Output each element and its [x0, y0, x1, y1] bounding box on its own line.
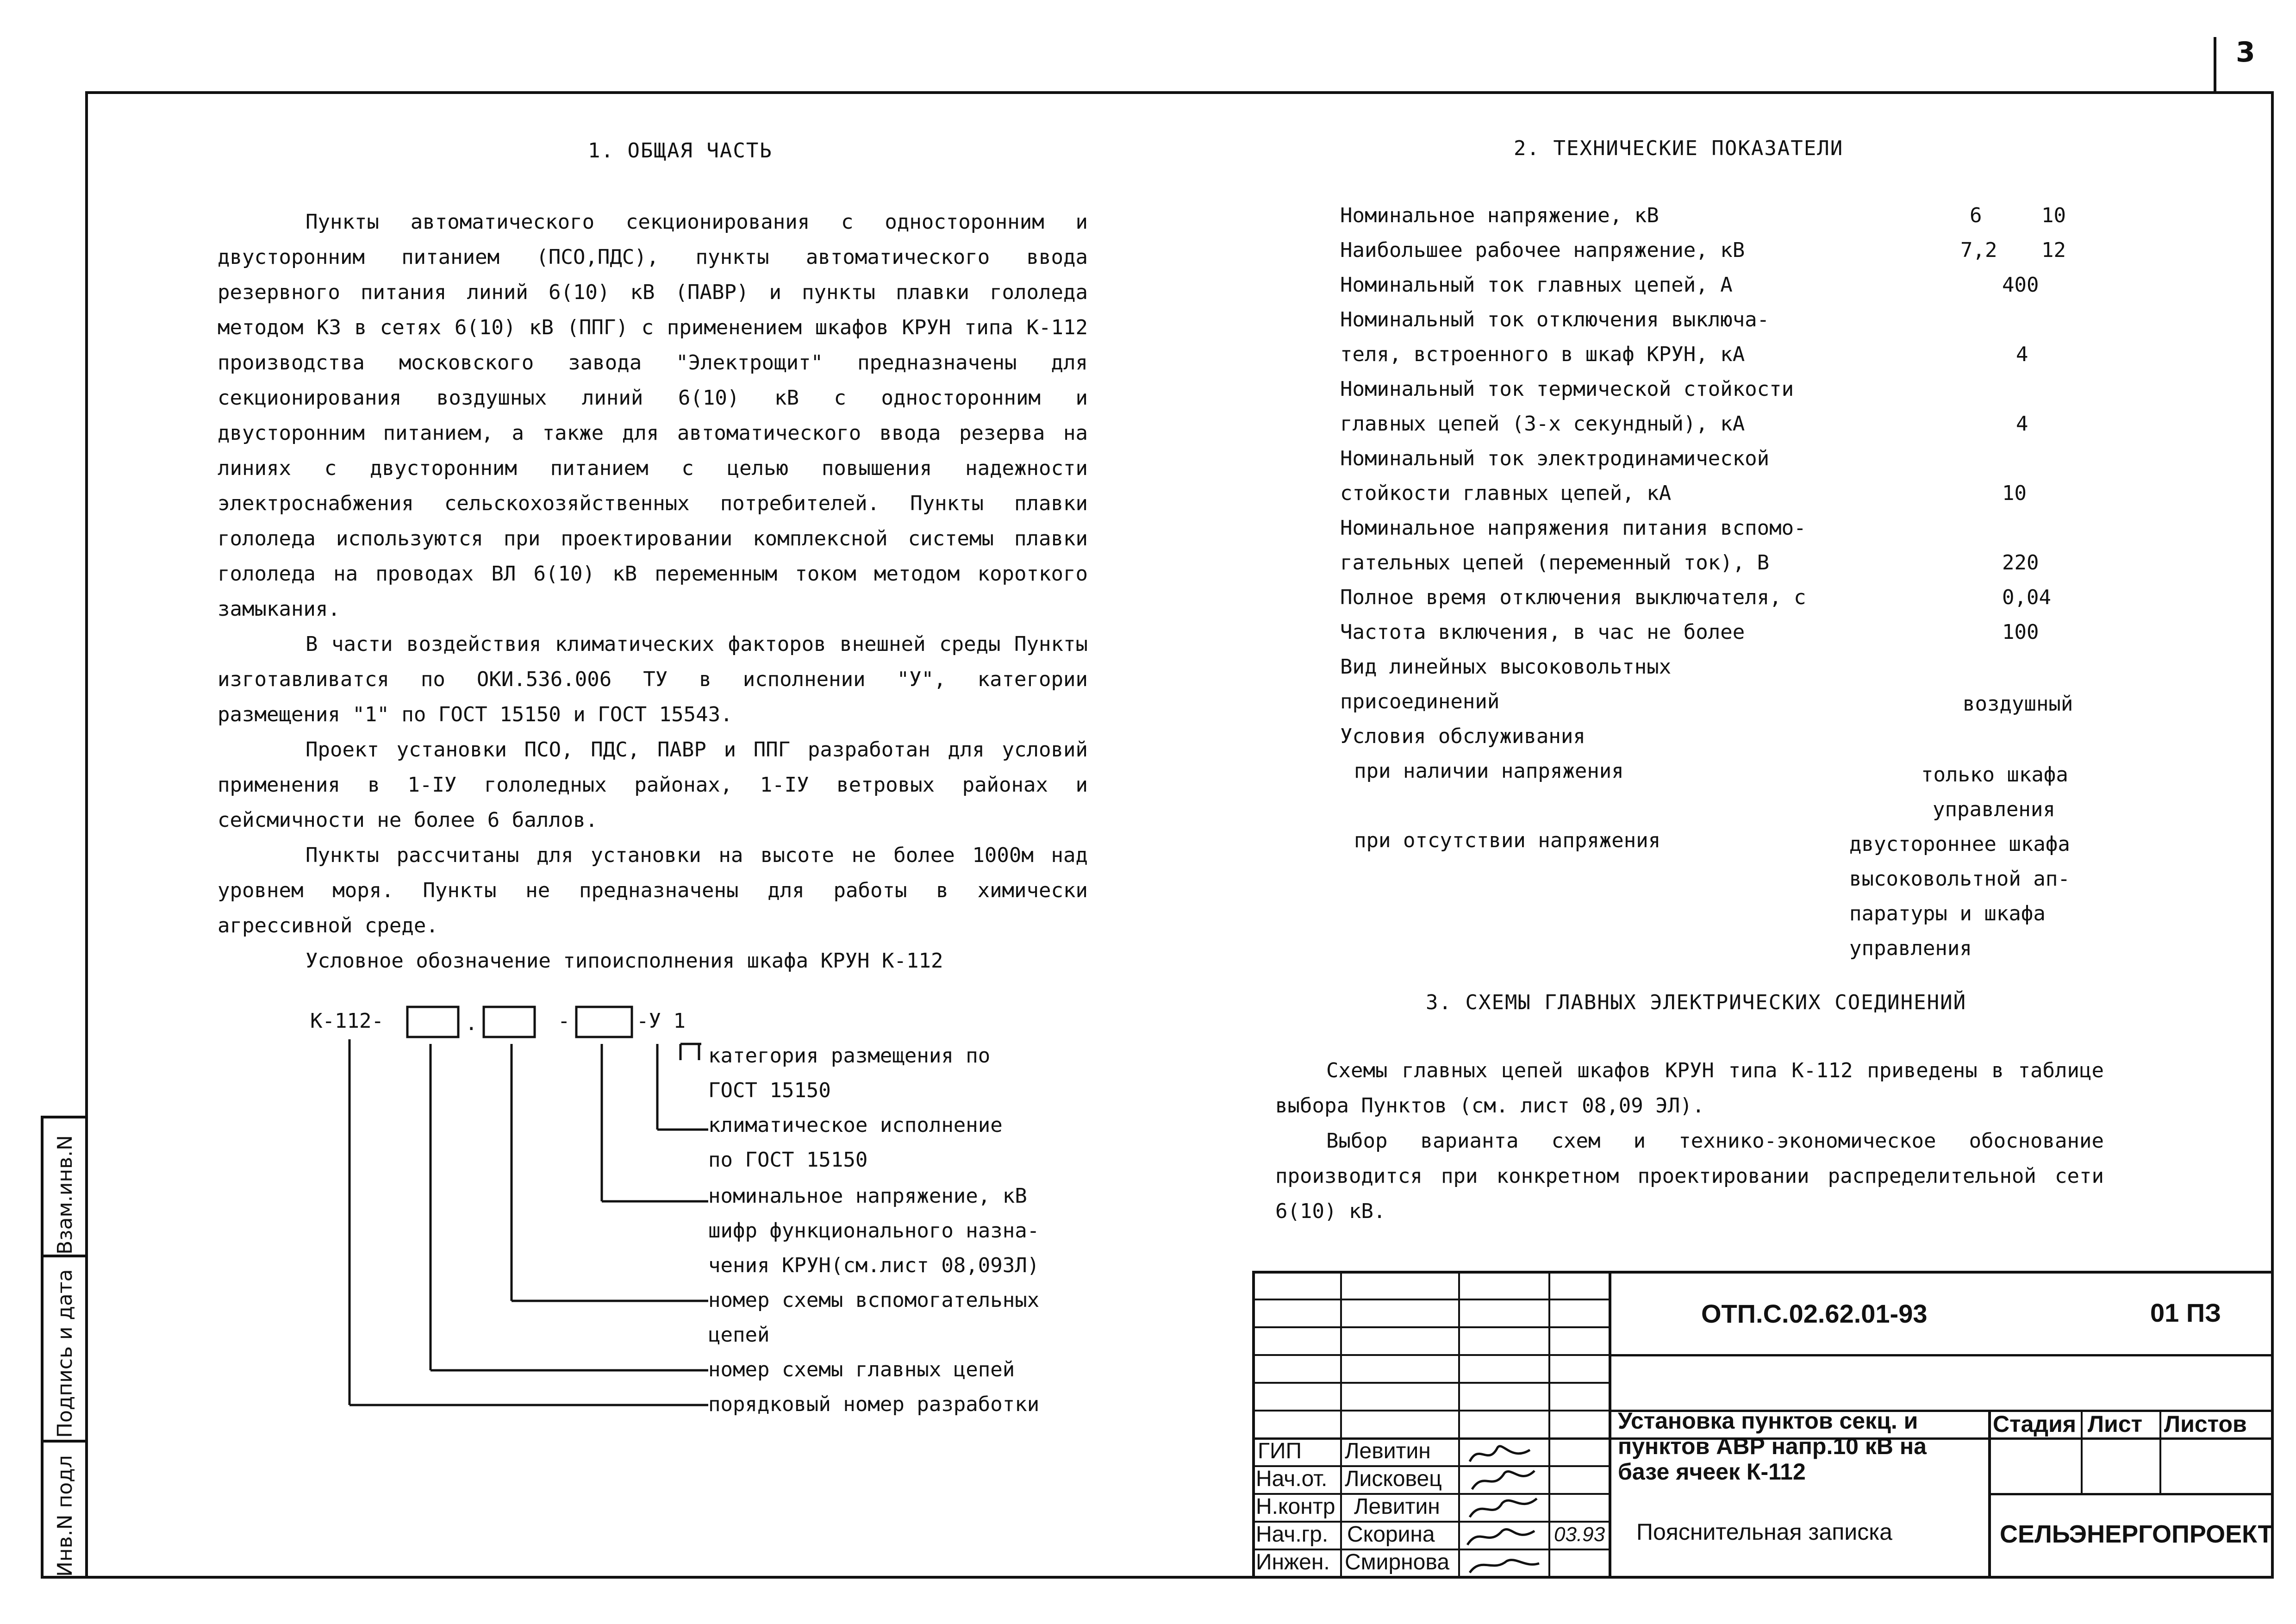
spec-value: 220 — [2002, 551, 2039, 575]
box-main-scheme — [484, 1007, 535, 1037]
service-value: управления — [1849, 937, 1972, 960]
spec-label: стойкости главных цепей, кА — [1340, 481, 1672, 505]
spec-label: главных цепей (3-х секундный), кА — [1340, 412, 1745, 436]
box-development-number — [407, 1007, 458, 1037]
designation-suffix: -У 1 — [636, 1009, 686, 1033]
sheet-number-divider — [2214, 37, 2216, 91]
designation-label: шифр функционального назна- — [708, 1219, 1040, 1243]
spec-label: Номинальный ток электродинамической — [1340, 447, 1770, 470]
section1-paragraph: Проект установки ПСО, ПДС, ПАВР и ППГ разработан для условий применения в 1-IУ гололедных районах, 1-IУ ветровых районах и сейсмичности не более 6 баллов. — [218, 738, 1088, 832]
spec-label: присоединений — [1340, 690, 1500, 713]
designation-label: цепей — [708, 1323, 770, 1347]
spec-value-6kv: 6 — [1970, 204, 1982, 227]
service-value: управления — [1933, 798, 2055, 821]
approval-date: 03.93 — [1554, 1523, 1605, 1546]
spec-value: 100 — [2002, 620, 2039, 644]
project-title-line: базе ячеек К-112 — [1618, 1459, 1806, 1485]
section1-heading: 1. ОБЩАЯ ЧАСТЬ — [588, 139, 773, 162]
designation-label: номинальное напряжение, кВ — [708, 1184, 1027, 1208]
designation-dot: . — [465, 1012, 478, 1035]
section3-paragraph: Выбор варианта схем и технико-экономическое обоснование производится при конкретном проектировании распределительной сети 6(10) кВ. — [1275, 1129, 2104, 1223]
project-title-line: Установка пунктов секц. и — [1618, 1408, 1918, 1434]
staff-role: ГИП — [1258, 1439, 1302, 1463]
signature-marks — [1460, 1438, 1548, 1577]
spec-value: 4 — [2016, 412, 2028, 436]
document-code: ОТП.С.02.62.01-93 — [1701, 1299, 1928, 1328]
designation-label: климатическое исполнение — [708, 1113, 1003, 1137]
designation-label: чения КРУН(см.лист 08,093Л) — [708, 1254, 1040, 1277]
designation-dash: - — [558, 1009, 570, 1033]
organization-name: СЕЛЬЭНЕРГОПРОЕКТ — [2000, 1520, 2273, 1548]
staff-name: Лисковец — [1345, 1467, 1442, 1491]
staff-role: Инжен. — [1256, 1550, 1330, 1574]
spec-label: Номинальное напряжения питания вспомо- — [1340, 516, 1806, 540]
project-title-line: пунктов АВР напр.10 кВ на — [1618, 1433, 1927, 1459]
spec-label: теля, встроенного в шкаф КРУН, кА — [1340, 343, 1745, 366]
spec-value-10kv: 12 — [2041, 238, 2066, 262]
service-label: при отсутствии напряжения — [1354, 829, 1661, 852]
designation-label: категория размещения по — [708, 1044, 991, 1068]
designation-label: номер схемы вспомогательных — [708, 1288, 1040, 1312]
stamp-label-inventory: Инв.N подл — [53, 1455, 77, 1577]
stamp-label-signature: Подпись и дата — [53, 1269, 77, 1438]
spec-value-10kv: 10 — [2041, 204, 2066, 227]
spec-label: Номинальный ток отключения выключа- — [1340, 308, 1770, 331]
designation-prefix: К-112- — [310, 1009, 384, 1033]
box-aux-scheme — [576, 1007, 632, 1037]
section3-heading: 3. СХЕМЫ ГЛАВНЫХ ЭЛЕКТРИЧЕСКИХ СОЕДИНЕНИЙ — [1426, 991, 1967, 1014]
designation-label: порядковый номер разработки — [708, 1393, 1040, 1416]
service-value: только шкафа — [1921, 763, 2068, 787]
designation-label: номер схемы главных цепей — [708, 1358, 1015, 1381]
section2-heading: 2. ТЕХНИЧЕСКИЕ ПОКАЗАТЕЛИ — [1514, 137, 1844, 160]
section3-paragraph: Схемы главных цепей шкафов КРУН типа К-112 приведены в таблице выбора Пунктов (см. лист 08,09 ЭЛ). — [1275, 1059, 2104, 1118]
spec-label: Наибольшее рабочее напряжение, кВ — [1340, 238, 1745, 262]
designation-label: по ГОСТ 15150 — [708, 1148, 868, 1172]
stamp-label-replacement: Взам.инв.N — [53, 1135, 77, 1255]
spec-value: воздушный — [1963, 692, 2073, 716]
sheet-number: 3 — [2236, 36, 2255, 69]
spec-label: Полное время отключения выключателя, с — [1340, 586, 1806, 609]
section1-paragraph: Условное обозначение типоисполнения шкафа КРУН К-112 — [306, 949, 943, 973]
section1-paragraph: Пункты автоматического секционирования с односторонним и двусторонним питанием (ПСО,ПДС), пункты автоматического ввода резервного питания линий 6(10) кВ (ПАВР) и пункты плавки гололеда методом КЗ в сетях 6(10) кВ (ППГ) с применением шкафов КРУН типа К-112 производства московского завода "Электрощит" предназначены для секционирования воздушных линий 6(10) кВ с односторонним и двусторонним питанием, а также для автоматического ввода резерва на линиях с двусторонним питанием с целью повышения надежности электроснабжения сельскохозяйственных потребителей. Пункты плавки гололеда используются при проектировании комплексной системы плавки гололеда на проводах ВЛ 6(10) кВ переменным током методом короткого замыкания. — [218, 210, 1088, 621]
document-type: Пояснительная записка — [1636, 1519, 1892, 1545]
spec-value: 4 — [2016, 343, 2028, 366]
staff-name: Левитин — [1345, 1439, 1431, 1463]
staff-name: Левитин — [1354, 1494, 1440, 1519]
staff-role: Н.контр — [1256, 1494, 1335, 1519]
section1-paragraph: В части воздействия климатических факторов внешней среды Пункты изготавливатся по ОКИ.536.006 ТУ в исполнении "У", категории размещения "1" по ГОСТ 15150 и ГОСТ 15543. — [218, 632, 1088, 726]
spec-label: Условия обслуживания — [1340, 725, 1585, 748]
spec-label: Номинальный ток главных цепей, А — [1340, 273, 1733, 297]
sheet-label: Лист — [2088, 1411, 2143, 1437]
staff-role: Нач.гр. — [1256, 1522, 1329, 1547]
spec-label: Номинальный ток термической стойкости — [1340, 377, 1794, 401]
sheet-code: 01 ПЗ — [2150, 1298, 2221, 1327]
spec-label: гательных цепей (переменный ток), В — [1340, 551, 1770, 575]
sheets-label: Листов — [2164, 1411, 2247, 1437]
staff-role: Нач.от. — [1256, 1467, 1328, 1491]
service-value: паратуры и шкафа — [1849, 902, 2046, 925]
title-block — [1252, 1271, 2274, 1579]
spec-value: 0,04 — [2002, 586, 2051, 609]
service-value: высоковольтной ап- — [1849, 867, 2070, 891]
section1-paragraph: Пункты рассчитаны для установки на высоте не более 1000м над уровнем моря. Пункты не предназначены для работы в химически агрессивной среде. — [218, 843, 1088, 937]
spec-label: Вид линейных высоковольтных — [1340, 655, 1672, 679]
designation-label: ГОСТ 15150 — [708, 1079, 831, 1102]
staff-name: Смирнова — [1345, 1550, 1450, 1574]
staff-name: Скорина — [1347, 1522, 1435, 1547]
service-value: двустороннее шкафа — [1849, 832, 2070, 856]
spec-value: 10 — [2002, 481, 2027, 505]
service-label: при наличии напряжения — [1354, 759, 1624, 783]
spec-value-6kv: 7,2 — [1960, 238, 1997, 262]
spec-label: Частота включения, в час не более — [1340, 620, 1745, 644]
spec-value: 400 — [2002, 273, 2039, 297]
stage-label: Стадия — [1993, 1411, 2077, 1437]
spec-label: Номинальное напряжение, кВ — [1340, 204, 1659, 227]
section3-text — [1275, 1053, 2104, 1229]
